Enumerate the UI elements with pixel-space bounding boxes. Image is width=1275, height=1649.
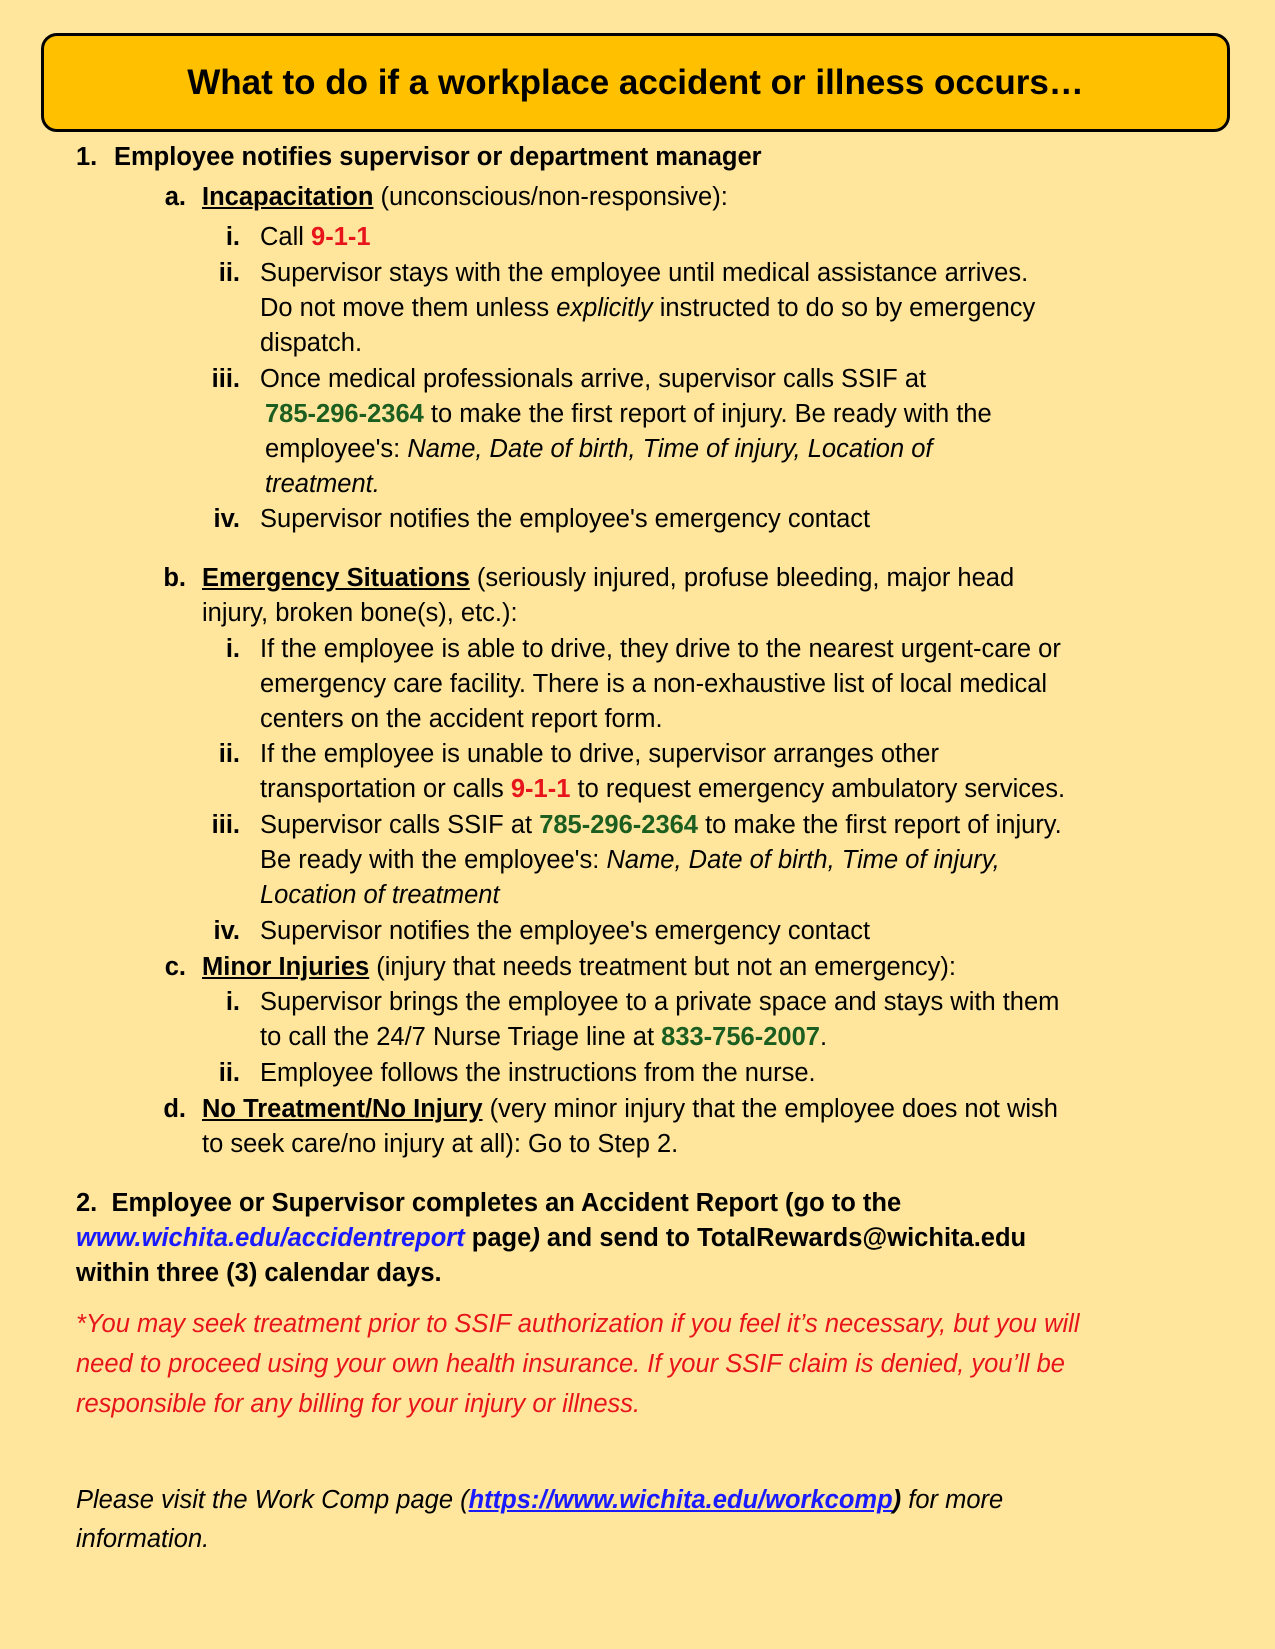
nurse-triage-phone: 833-756-2007 bbox=[661, 1023, 820, 1051]
footer-line2: information. bbox=[76, 1525, 210, 1553]
item-b-title: Emergency Situations (seriously injured, profuse bleeding, major head bbox=[202, 564, 1015, 592]
ssif-phone: 785-296-2364 bbox=[265, 400, 424, 428]
step1-heading: Employee notifies supervisor or department manager bbox=[114, 143, 762, 171]
ssif-note-line2: need to proceed using your own health insurance. If your SSIF claim is denied, you’ll be bbox=[76, 1350, 1065, 1378]
workcomp-link[interactable]: https://www.wichita.edu/workcomp bbox=[468, 1486, 893, 1514]
step2-line1: 2. Employee or Supervisor completes an Accident Report (go to the bbox=[76, 1189, 902, 1217]
item-a-title: Incapacitation (unconscious/non-responsive): bbox=[202, 183, 728, 211]
item-d-label: No Treatment/No Injury bbox=[202, 1095, 483, 1123]
item-b-label: Emergency Situations bbox=[202, 564, 470, 592]
item-c-title: Minor Injuries (injury that needs treatment but not an emergency): bbox=[202, 953, 956, 981]
item-c-label: Minor Injuries bbox=[202, 953, 370, 981]
ssif-phone: 785-296-2364 bbox=[539, 811, 698, 839]
item-b-letter: b. bbox=[163, 564, 186, 592]
ssif-note-line1: *You may seek treatment prior to SSIF authorization if you feel it’s necessary, but you will bbox=[76, 1310, 1080, 1338]
title-banner bbox=[41, 33, 1230, 132]
item-c-letter: c. bbox=[164, 953, 186, 981]
step2-line2: www.wichita.edu/accidentreport page) and send to TotalRewards@wichita.edu bbox=[76, 1224, 1027, 1252]
item-a-letter: a. bbox=[164, 183, 186, 211]
item-d-title: No Treatment/No Injury (very minor injury that the employee does not wish bbox=[202, 1095, 1058, 1123]
item-a-label: Incapacitation bbox=[202, 183, 374, 211]
accident-report-link[interactable]: www.wichita.edu/accidentreport bbox=[76, 1224, 465, 1252]
ssif-note-line3: responsible for any billing for your injury or illness. bbox=[76, 1390, 641, 1418]
item-d-letter: d. bbox=[163, 1095, 186, 1123]
emergency-number: 9-1-1 bbox=[510, 775, 571, 803]
emergency-number: 9-1-1 bbox=[311, 223, 371, 251]
item-a-i: Call 9-1-1 bbox=[260, 223, 371, 251]
page-title: What to do if a workplace accident or illness occurs… bbox=[187, 62, 1084, 102]
step1-number: 1. bbox=[76, 143, 98, 171]
footer-line1: Please visit the Work Comp page (https://www.wichita.edu/workcomp) for more bbox=[76, 1486, 1004, 1514]
step2-line3: within three (3) calendar days. bbox=[76, 1259, 442, 1287]
